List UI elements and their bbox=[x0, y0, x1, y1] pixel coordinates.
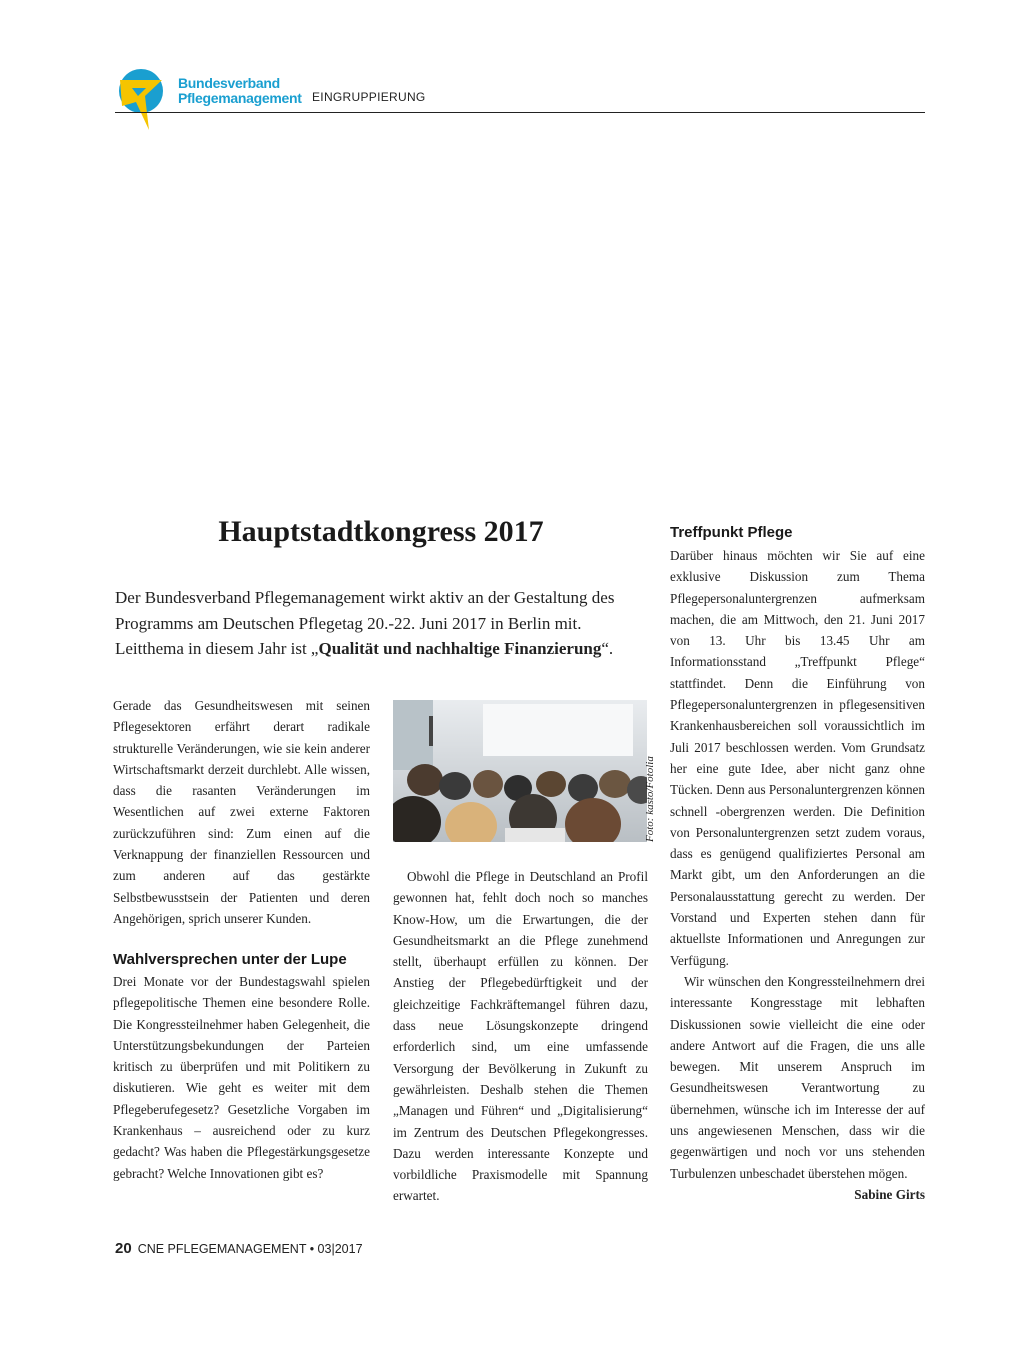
column-3 bbox=[670, 545, 925, 1205]
page-number: 20 bbox=[115, 1240, 132, 1257]
brand-line-1: Bundesverband bbox=[178, 75, 280, 91]
section-label: EINGRUPPIERUNG bbox=[312, 90, 426, 104]
col3-paragraph-2 bbox=[670, 971, 925, 1202]
col1-paragraph-1: Gerade das Gesundheitswesen mit seinen Pflegesektoren erfährt derart radikale strukturelle Veränderungen, wie sie kein anderer Wirtschaftsmarkt derzeit durchlebt. Alle wissen, dass die rasanten Veränderungen im Wesentlichen auf zwei externe Faktoren zurückzuführen sind: Zum einen auf die Verknappung der finanziellen Ressourcen und zum anderen auf das gestärkte Selbstbewusstsein der Patienten und deren Angehörigen, sprich unserer Kunden. bbox=[113, 698, 370, 926]
article-title: Hauptstadtkongress 2017 bbox=[218, 515, 544, 548]
column-2 bbox=[393, 866, 648, 1207]
page-footer bbox=[115, 1240, 363, 1257]
conference-photo bbox=[393, 700, 647, 842]
lead-text: Der Bundesverband Pflegemanagement wirkt aktiv an der Gestaltung des Programms am Deutschen Pflegetag 20.-22. Juni 2017 in Berlin mit. Leitthema in diesem Jahr ist „ bbox=[115, 588, 615, 658]
subhead-treffpunkt: Treffpunkt Pflege bbox=[670, 524, 793, 541]
column-1-intro bbox=[113, 695, 370, 929]
col1-paragraph-2: Drei Monate vor der Bundestagswahl spielen pflegepolitische Themen eine besondere Rolle. Die Kongressteilnehmer haben Gelegenheit, die Unterstützungsbekundungen der Parteien kritisch zu überprüfen und mit Politikern zu diskutieren. Wie geht es weiter mit dem Pflegeberufegesetz? Gesetzliche Vorgaben im Krankenhaus – ausreichend oder zu kurz gedacht? Was haben die Pflegestärkungsgesetze gebracht? Welche Innovationen gibt es? bbox=[113, 974, 370, 1181]
photo-credit: Foto: kasto/Fotolia bbox=[644, 756, 656, 842]
header-divider bbox=[115, 112, 925, 113]
article-lead bbox=[115, 585, 647, 662]
col3-paragraph-1: Darüber hinaus möchten wir Sie auf eine exklusive Diskussion zum Thema Pflegepersonaluntergrenzen aufmerksam machen, die am Mittwoch, den 21. Juni 2017 von 13. Uhr bis 13.45 Uhr am Informationsstand „Treffpunkt Pflege“ stattfindet. Denn die Einführung von Pflegepersonaluntergrenzen in pflegesensitiven Krankenhausbereichen soll voraussichtlich im Juli 2017 beschlossen werden. Vom Grundsatz her eine gute Idee, aber nicht ganz ohne Tücken. Denn aus Personaluntergrenzen können schnell -obergrenzen werden. Die Definition von Personaluntergrenzen setzt zudem voraus, dass es genügend qualifiziertes Personal am Markt gibt, um den Anforderungen an die Personalausstattung gerecht zu werden. Der Vorstand und Experten stehen dann für aktuellste Informationen und Anregungen zur Verfügung. bbox=[670, 548, 925, 968]
publication-info: CNE PFLEGEMANAGEMENT • 03|2017 bbox=[137, 1242, 363, 1256]
col2-paragraph-1: Obwohl die Pflege in Deutschland an Profil gewonnen hat, fehlt doch noch so manches Know-How, um die Erwartungen, die der Gesundheitsmarkt an die Pflege zunehmend stellt, überhaupt erfüllen zu können. Der Anstieg der Pflegebedürftigkeit und der gleichzeitige Fachkräftemangel führen dazu, dass neue Lösungskonzepte dringend erforderlich sind, um eine umfassende Versorgung der Bevölkerung in Zukunft zu gewährleisten. Deshalb stehen die Themen „Managen und Führen“ und „Digitalisierung“ im Zentrum des Deutschen Pflegekongresses. Dazu werden interessante Konzepte und vorbildliche Praxismodelle mit Spannung erwartet. bbox=[393, 869, 648, 1204]
subhead-wahlversprechen: Wahlversprechen unter der Lupe bbox=[113, 951, 347, 968]
bundesverband-logo-icon bbox=[112, 66, 170, 132]
author-name: Sabine Girts bbox=[854, 1186, 925, 1202]
col3-paragraph-2-text: Wir wünschen den Kongressteilnehmern drei interessante Kongresstage mit lebhaften Diskussionen sowie vielleicht die eine oder andere Antwort auf die Fragen, die uns alle bewegen. Mit unserem Anspruch im Gesundheitswesen Verantwortung zu übernehmen, wünsche ich im Interesse der auf uns angewiesenen Menschen, dass wir die gegenwärtigen und noch vor uns stehenden Turbulenzen unbeschadet überstehen mögen. bbox=[670, 973, 925, 1181]
brand-line-2: Pflegemanagement bbox=[178, 90, 302, 106]
column-1-body bbox=[113, 971, 370, 1184]
lead-bold: Qualität und nachhaltige Finanzierung bbox=[318, 639, 602, 658]
lead-end: “. bbox=[601, 639, 614, 658]
brand-name bbox=[178, 76, 302, 106]
